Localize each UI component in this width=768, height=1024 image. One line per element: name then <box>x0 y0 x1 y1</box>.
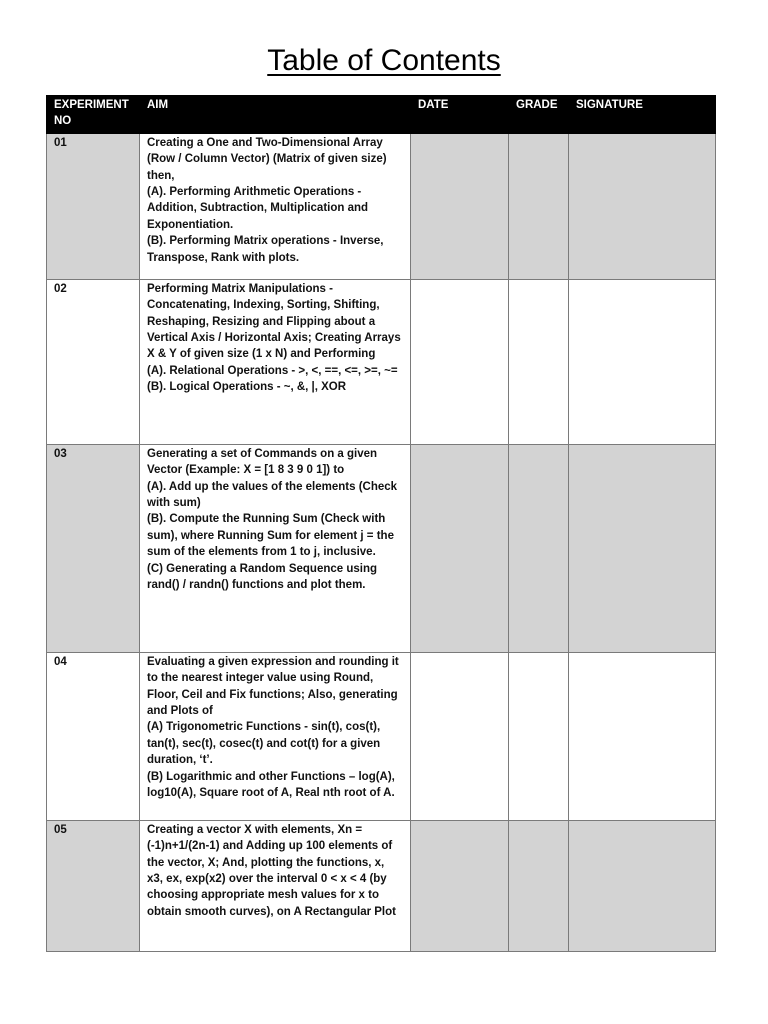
cell-grade <box>509 444 569 652</box>
table-row <box>47 652 716 820</box>
cell-grade <box>509 279 569 444</box>
cell-date <box>411 652 509 820</box>
aim-text: Performing Matrix Manipulations - Concatenating, Indexing, Sorting, Shifting, Reshaping, Resizing and Flipping about a Vertical Axis / Horizontal Axis; Creating Arrays X & Y of given size (1 x N) and Performing (A). Relational Operations - >, <, ==, <=, >=, ~= (B). Logical Operations - ~, &, |, XOR <box>147 282 401 394</box>
header-experiment-no: EXPERIMENT NO <box>47 96 140 134</box>
header-grade: GRADE <box>509 96 569 134</box>
header-signature: SIGNATURE <box>569 96 716 134</box>
header-aim: AIM <box>140 96 411 134</box>
cell-experiment-no: 02 <box>47 279 140 444</box>
cell-signature <box>569 820 716 951</box>
cell-aim <box>140 652 411 820</box>
aim-text: Generating a set of Commands on a given Vector (Example: X = [1 8 3 9 0 1]) to (A). Add up the values of the elements (Check with sum) (B). Compute the Running Sum (Check with sum), where Running Sum for element j = the sum of the elements from 1 to j, inclusive. (C) Generating a Random Sequence using rand() / randn() functions and plot them. <box>147 447 398 592</box>
cell-aim <box>140 820 411 951</box>
cell-aim <box>140 444 411 652</box>
table-row <box>47 444 716 652</box>
cell-date <box>411 444 509 652</box>
cell-signature <box>569 444 716 652</box>
page-title <box>0 44 768 78</box>
cell-aim <box>140 133 411 279</box>
aim-text: Evaluating a given expression and rounding it to the nearest integer value using Round, Floor, Ceil and Fix functions; Also, generating and Plots of (A) Trigonometric Functions - sin(t), cos(t), tan(t), sec(t), cosec(t) and cot(t) for a given duration, ‘t’. (B) Logarithmic and other Functions – log(A), log10(A), Square root of A, Real nth root of A. <box>147 655 399 800</box>
cell-date <box>411 820 509 951</box>
cell-grade <box>509 133 569 279</box>
aim-text: Creating a One and Two-Dimensional Array (Row / Column Vector) (Matrix of given size) then, (A). Performing Arithmetic Operations - Addition, Subtraction, Multiplication and Exponentiation. (B). Performing Matrix operations - Inverse, Transpose, Rank with plots. <box>147 136 387 264</box>
table-header-row <box>47 96 716 134</box>
cell-aim <box>140 279 411 444</box>
table-row <box>47 820 716 951</box>
cell-date <box>411 133 509 279</box>
table-row <box>47 133 716 279</box>
cell-experiment-no: 03 <box>47 444 140 652</box>
cell-signature <box>569 133 716 279</box>
cell-date <box>411 279 509 444</box>
cell-experiment-no: 05 <box>47 820 140 951</box>
cell-signature <box>569 279 716 444</box>
cell-grade <box>509 820 569 951</box>
table-row <box>47 279 716 444</box>
cell-signature <box>569 652 716 820</box>
cell-experiment-no: 01 <box>47 133 140 279</box>
aim-text: Creating a vector X with elements, Xn = (-1)n+1/(2n-1) and Adding up 100 elements of the vector, X; And, plotting the functions, x, x3, ex, exp(x2) over the interval 0 < x < 4 (by choosing appropriate mesh values for x to obtain smooth curves), on A Rectangular Plot <box>147 823 396 918</box>
header-date: DATE <box>411 96 509 134</box>
contents-table <box>46 95 716 952</box>
page-title-text: Table of Contents <box>267 44 501 77</box>
cell-grade <box>509 652 569 820</box>
cell-experiment-no: 04 <box>47 652 140 820</box>
